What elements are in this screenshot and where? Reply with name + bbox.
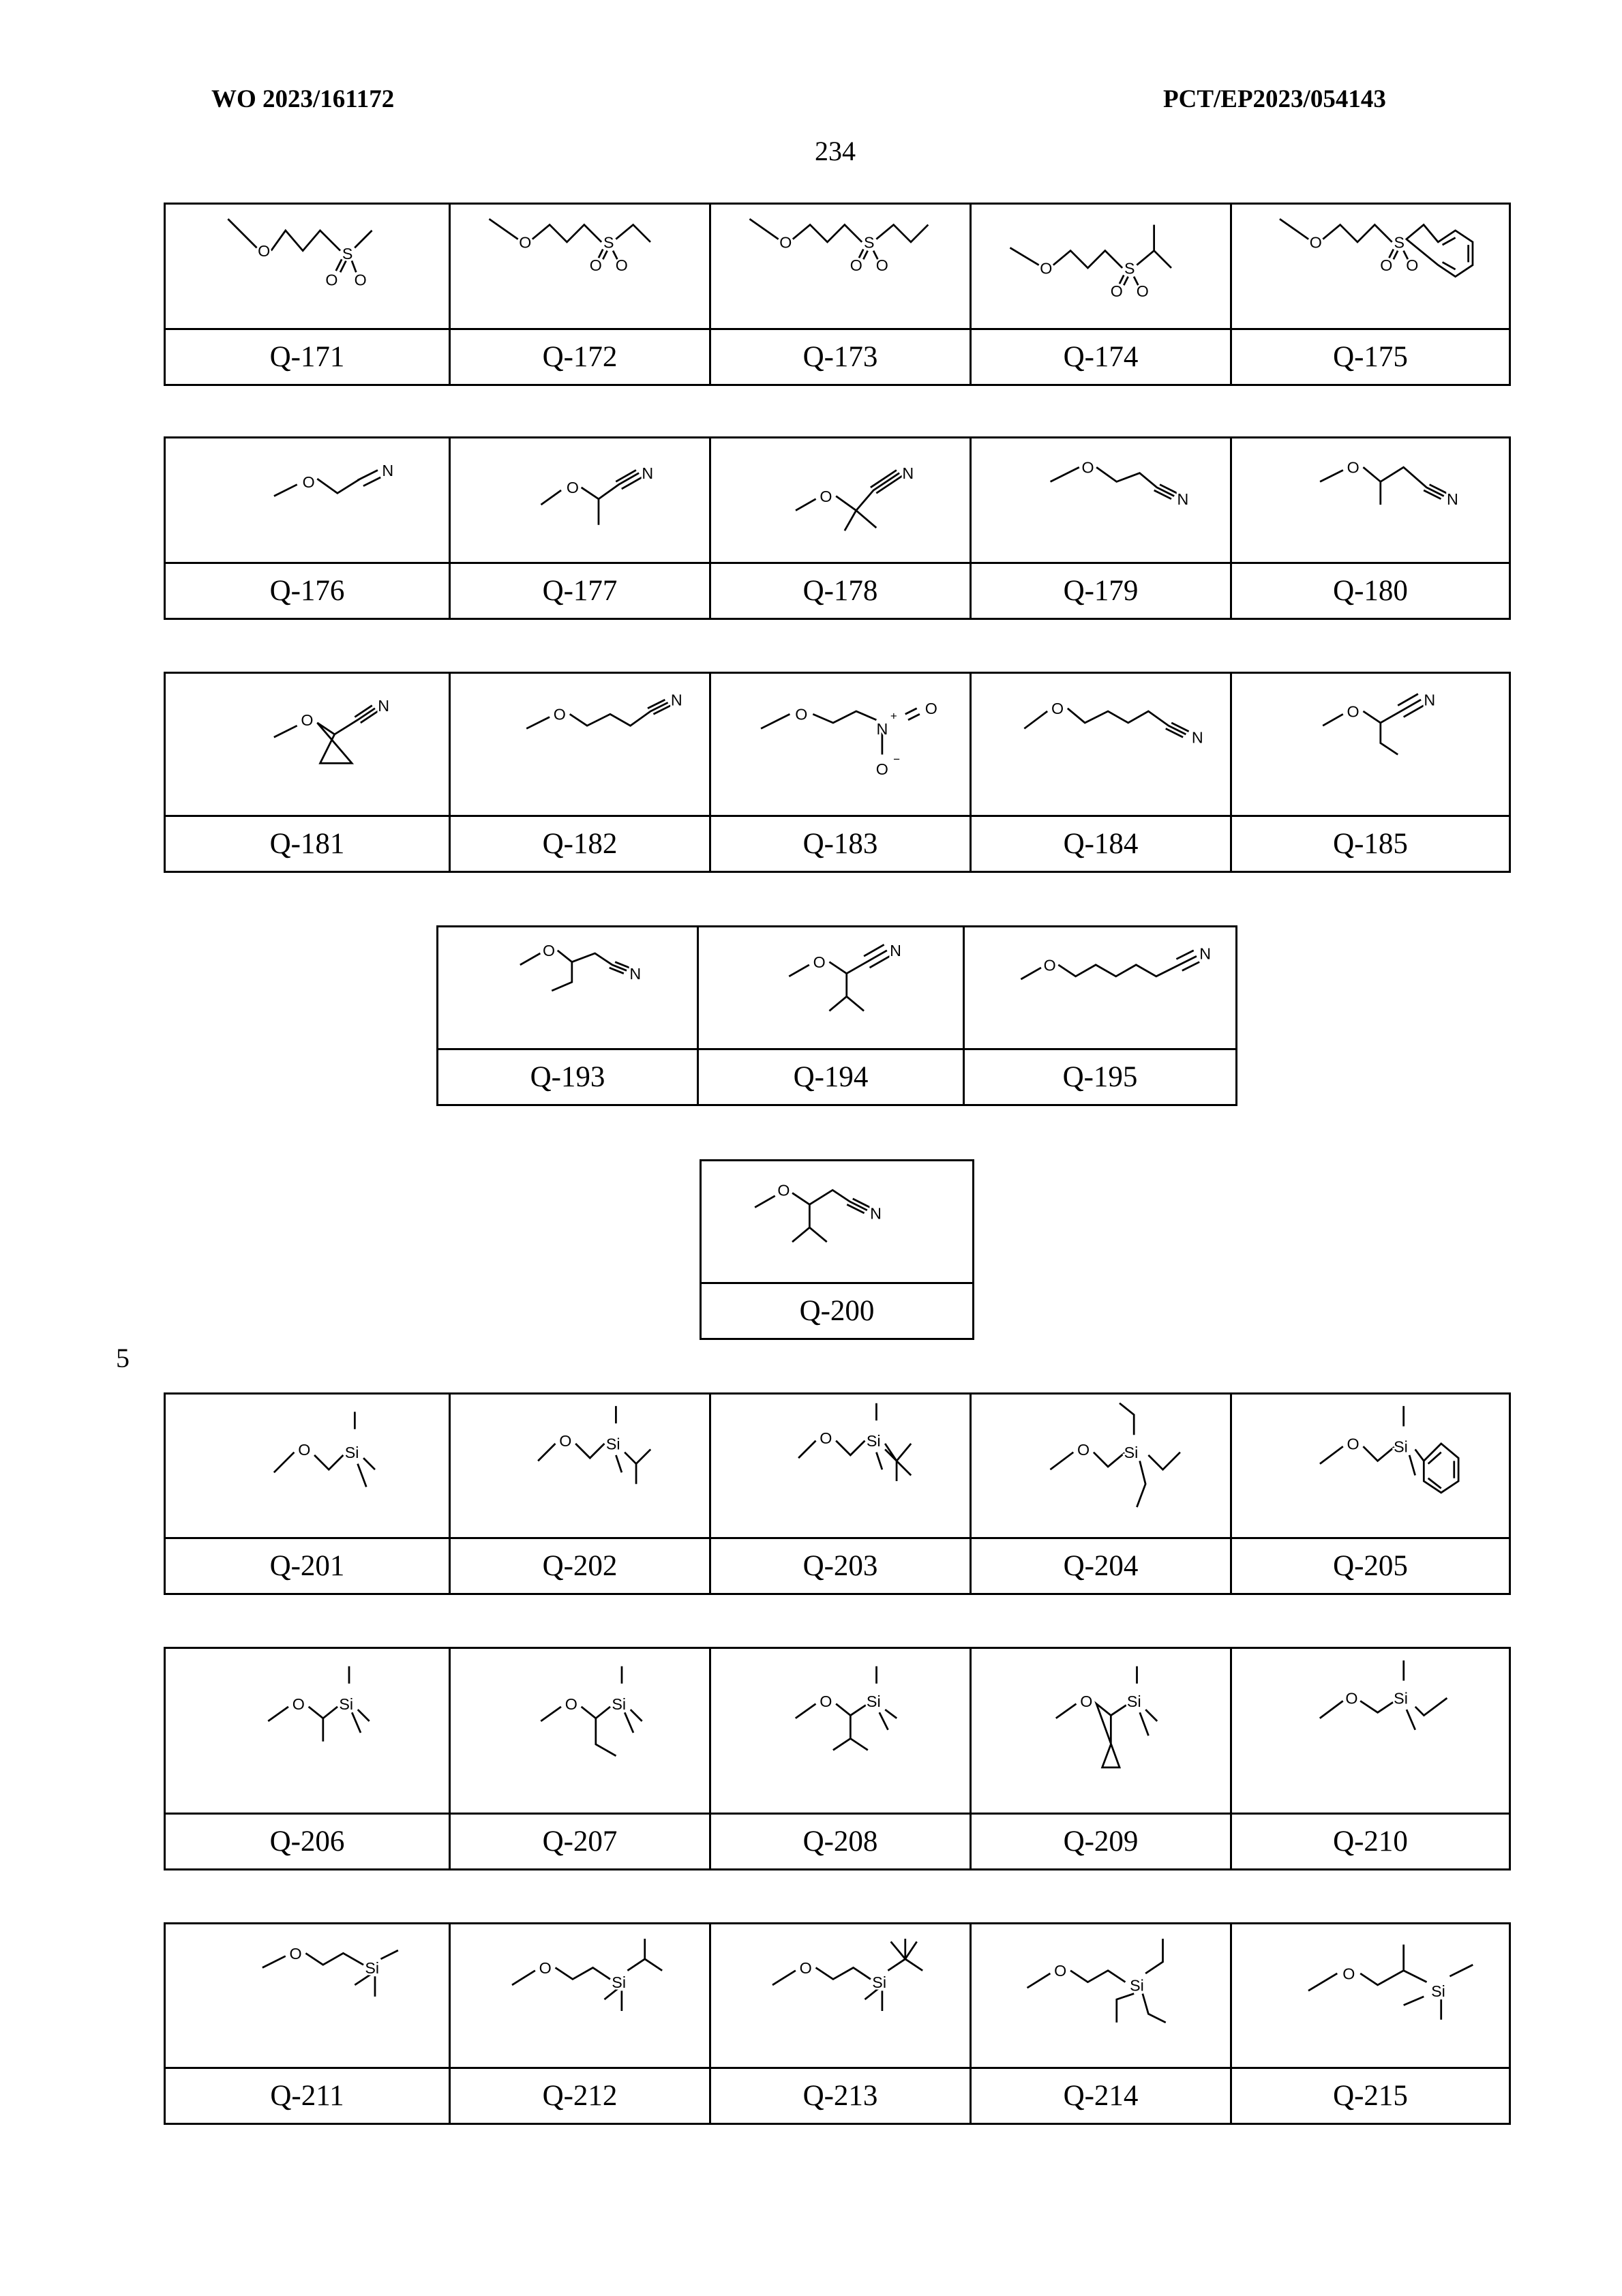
svg-text:S: S (342, 245, 353, 263)
svg-text:O: O (302, 473, 315, 491)
compound-label: Q-183 (710, 816, 971, 872)
svg-text:O: O (1054, 1962, 1067, 1980)
compound-label: Q-184 (971, 816, 1231, 872)
svg-text:O: O (1345, 1689, 1358, 1708)
svg-text:O: O (519, 233, 532, 252)
chemical-structure-icon (711, 674, 970, 815)
svg-text:Si: Si (1431, 1982, 1445, 2000)
compound-label: Q-201 (165, 1538, 450, 1594)
page-number: 234 (815, 136, 856, 166)
svg-text:O: O (820, 1429, 832, 1447)
chemical-structure-icon (451, 1649, 709, 1813)
compound-table (164, 436, 1511, 620)
structure-cell (165, 204, 450, 329)
svg-text:N: N (902, 464, 914, 483)
svg-text:Si: Si (1394, 1437, 1408, 1456)
svg-text:−: − (893, 753, 900, 766)
svg-text:N: N (1446, 490, 1458, 509)
chemical-structure-icon (702, 1161, 972, 1282)
compound-label: Q-173 (710, 329, 971, 385)
chemical-structure-icon (166, 1395, 449, 1537)
svg-text:O: O (301, 711, 314, 730)
svg-text:N: N (378, 697, 390, 715)
svg-text:O: O (298, 1440, 311, 1459)
compound-label: Q-174 (971, 329, 1231, 385)
structure-cell (710, 1394, 971, 1538)
svg-text:Si: Si (872, 1973, 886, 1992)
compound-label: Q-194 (698, 1049, 964, 1105)
compound-label: Q-180 (1231, 563, 1510, 619)
svg-text:O: O (875, 256, 888, 275)
svg-text:Si: Si (339, 1695, 354, 1714)
svg-text:N: N (642, 464, 654, 483)
chemical-structure-icon (972, 1924, 1230, 2067)
svg-text:O: O (813, 953, 826, 972)
structure-cell (698, 927, 964, 1049)
svg-text:S: S (863, 233, 875, 252)
svg-text:O: O (566, 479, 579, 497)
chemical-structure-icon (1232, 1649, 1509, 1813)
chemical-structure-icon (699, 927, 963, 1048)
application-number: PCT/EP2023/054143 (1163, 85, 1386, 113)
structure-cell (701, 1161, 974, 1283)
svg-text:N: N (670, 691, 682, 709)
chemical-structure-icon (438, 927, 697, 1048)
chemical-structure-icon (451, 674, 709, 815)
structure-cell (710, 1648, 971, 1814)
svg-text:Si: Si (344, 1444, 359, 1462)
structure-cell (1231, 1648, 1510, 1814)
chemical-structure-icon (166, 438, 449, 562)
publication-number: WO 2023/161172 (211, 85, 395, 113)
svg-text:Si: Si (866, 1432, 881, 1450)
structure-cell (165, 1648, 450, 1814)
svg-text:O: O (565, 1695, 577, 1714)
svg-text:O: O (1051, 700, 1064, 718)
compound-label: Q-209 (971, 1814, 1231, 1870)
compound-label: Q-202 (450, 1538, 710, 1594)
compound-label: Q-175 (1231, 329, 1510, 385)
structure-cell (971, 204, 1231, 329)
svg-text:O: O (875, 760, 888, 779)
structure-cell (1231, 1394, 1510, 1538)
chemical-structure-icon (451, 1395, 709, 1537)
chemical-structure-icon (451, 205, 709, 328)
chemical-structure-icon (711, 1649, 970, 1813)
compound-label: Q-179 (971, 563, 1231, 619)
svg-text:+: + (890, 709, 897, 723)
svg-text:O: O (325, 271, 338, 289)
svg-text:O: O (1347, 1435, 1360, 1453)
svg-text:N: N (1177, 490, 1189, 509)
chemical-structure-icon (166, 1924, 449, 2067)
compound-label: Q-215 (1231, 2068, 1510, 2124)
structure-cell (165, 438, 450, 563)
structure-cell (971, 673, 1231, 816)
svg-text:O: O (589, 256, 602, 275)
structure-cell (1231, 1924, 1510, 2068)
svg-text:O: O (1309, 233, 1322, 252)
svg-text:O: O (292, 1695, 305, 1714)
compound-label: Q-195 (964, 1049, 1237, 1105)
compound-label: Q-200 (701, 1283, 974, 1339)
compound-label: Q-182 (450, 816, 710, 872)
svg-text:O: O (850, 256, 862, 275)
chemical-structure-icon (1232, 1924, 1509, 2067)
compound-label: Q-214 (971, 2068, 1231, 2124)
svg-text:O: O (799, 1958, 812, 1977)
chemical-structure-icon (972, 1395, 1230, 1537)
compound-label: Q-210 (1231, 1814, 1510, 1870)
svg-text:Si: Si (1130, 1976, 1144, 1995)
structure-cell (450, 1394, 710, 1538)
structure-cell (1231, 204, 1510, 329)
structure-cell (1231, 673, 1510, 816)
svg-text:N: N (1191, 728, 1203, 747)
chemical-structure-icon (972, 674, 1230, 815)
svg-text:O: O (1080, 1692, 1093, 1710)
svg-text:Si: Si (1394, 1689, 1408, 1708)
svg-text:O: O (1043, 956, 1056, 974)
svg-text:S: S (603, 233, 614, 252)
svg-text:O: O (820, 1692, 832, 1710)
svg-text:O: O (1347, 702, 1360, 721)
compound-label: Q-176 (165, 563, 450, 619)
svg-text:N: N (382, 461, 394, 479)
compound-table (164, 1392, 1511, 1595)
compound-label: Q-205 (1231, 1538, 1510, 1594)
structure-cell (710, 204, 971, 329)
svg-text:O: O (543, 942, 556, 960)
chemical-structure-icon (965, 927, 1235, 1048)
chemical-structure-icon (451, 1924, 709, 2067)
svg-text:O: O (777, 1181, 790, 1199)
compound-label: Q-181 (165, 816, 450, 872)
svg-text:N: N (890, 942, 901, 960)
svg-text:O: O (1081, 458, 1094, 477)
svg-text:N: N (870, 1204, 882, 1223)
svg-text:Si: Si (1124, 1444, 1139, 1462)
svg-text:N: N (876, 719, 888, 738)
chemical-structure-icon (711, 205, 970, 328)
svg-text:O: O (1136, 282, 1149, 301)
svg-text:S: S (1394, 233, 1405, 252)
compound-label: Q-213 (710, 2068, 971, 2124)
chemical-structure-icon (166, 1649, 449, 1813)
svg-text:O: O (820, 487, 832, 505)
svg-text:O: O (1347, 458, 1360, 477)
compound-label: Q-207 (450, 1814, 710, 1870)
chemical-structure-icon (711, 1395, 970, 1537)
structure-cell (964, 927, 1237, 1049)
compound-label: Q-171 (165, 329, 450, 385)
structure-cell (971, 438, 1231, 563)
compound-table (164, 672, 1511, 873)
svg-text:O: O (1406, 256, 1419, 275)
structure-cell (1231, 438, 1510, 563)
structure-cell (450, 204, 710, 329)
structure-cell (971, 1924, 1231, 2068)
svg-text:Si: Si (612, 1973, 626, 1992)
svg-text:Si: Si (612, 1695, 627, 1714)
structure-cell (710, 673, 971, 816)
svg-text:O: O (1380, 256, 1393, 275)
compound-label: Q-208 (710, 1814, 971, 1870)
svg-text:O: O (1040, 259, 1053, 278)
compound-label: Q-185 (1231, 816, 1510, 872)
chemical-structure-icon (1232, 438, 1509, 562)
structure-cell (971, 1648, 1231, 1814)
svg-text:O: O (615, 256, 628, 275)
svg-text:Si: Si (866, 1692, 881, 1710)
structure-cell (710, 1924, 971, 2068)
structure-cell (450, 438, 710, 563)
svg-text:S: S (1124, 259, 1135, 278)
structure-cell (450, 673, 710, 816)
chemical-structure-icon (972, 438, 1230, 562)
compound-label: Q-212 (450, 2068, 710, 2124)
chemical-structure-icon (1232, 205, 1509, 328)
line-number-marker: 5 (116, 1343, 130, 1373)
svg-text:O: O (1342, 1965, 1355, 1983)
structure-cell (450, 1648, 710, 1814)
compound-label: Q-178 (710, 563, 971, 619)
svg-text:O: O (258, 242, 271, 260)
compound-table (436, 925, 1237, 1106)
structure-cell (710, 438, 971, 563)
svg-text:O: O (289, 1944, 302, 1963)
svg-text:Si: Si (1126, 1692, 1141, 1710)
compound-table (164, 1922, 1511, 2125)
svg-text:N: N (629, 965, 642, 983)
chemical-structure-icon (1232, 674, 1509, 815)
structure-cell (165, 1394, 450, 1538)
svg-text:N: N (1424, 691, 1436, 709)
compound-label: Q-172 (450, 329, 710, 385)
svg-text:Si: Si (365, 1958, 380, 1977)
svg-text:O: O (559, 1432, 572, 1450)
svg-text:O: O (539, 1958, 552, 1977)
svg-text:O: O (779, 233, 792, 252)
structure-cell (450, 1924, 710, 2068)
svg-text:O: O (925, 700, 937, 718)
structure-cell (165, 673, 450, 816)
compound-table (164, 203, 1511, 386)
compound-label: Q-206 (165, 1814, 450, 1870)
compound-label: Q-204 (971, 1538, 1231, 1594)
structure-cell (438, 927, 698, 1049)
svg-text:N: N (1199, 944, 1212, 963)
svg-text:O: O (1077, 1440, 1090, 1459)
compound-label: Q-211 (165, 2068, 450, 2124)
compound-label: Q-203 (710, 1538, 971, 1594)
chemical-structure-icon (1232, 1395, 1509, 1537)
structure-cell (165, 1924, 450, 2068)
compound-label: Q-193 (438, 1049, 698, 1105)
compound-table (164, 1647, 1511, 1870)
chemical-structure-icon (451, 438, 709, 562)
svg-text:O: O (553, 705, 566, 724)
compound-table (700, 1159, 974, 1340)
structure-cell (971, 1394, 1231, 1538)
compound-label: Q-177 (450, 563, 710, 619)
svg-text:Si: Si (605, 1435, 620, 1453)
chemical-structure-icon (711, 1924, 970, 2067)
svg-text:O: O (1110, 282, 1123, 301)
svg-text:O: O (795, 705, 808, 724)
chemical-structure-icon (972, 205, 1230, 328)
chemical-structure-icon (711, 438, 970, 562)
chemical-structure-icon (166, 674, 449, 815)
chemical-structure-icon (166, 205, 449, 328)
svg-text:O: O (354, 271, 367, 289)
chemical-structure-icon (972, 1649, 1230, 1813)
